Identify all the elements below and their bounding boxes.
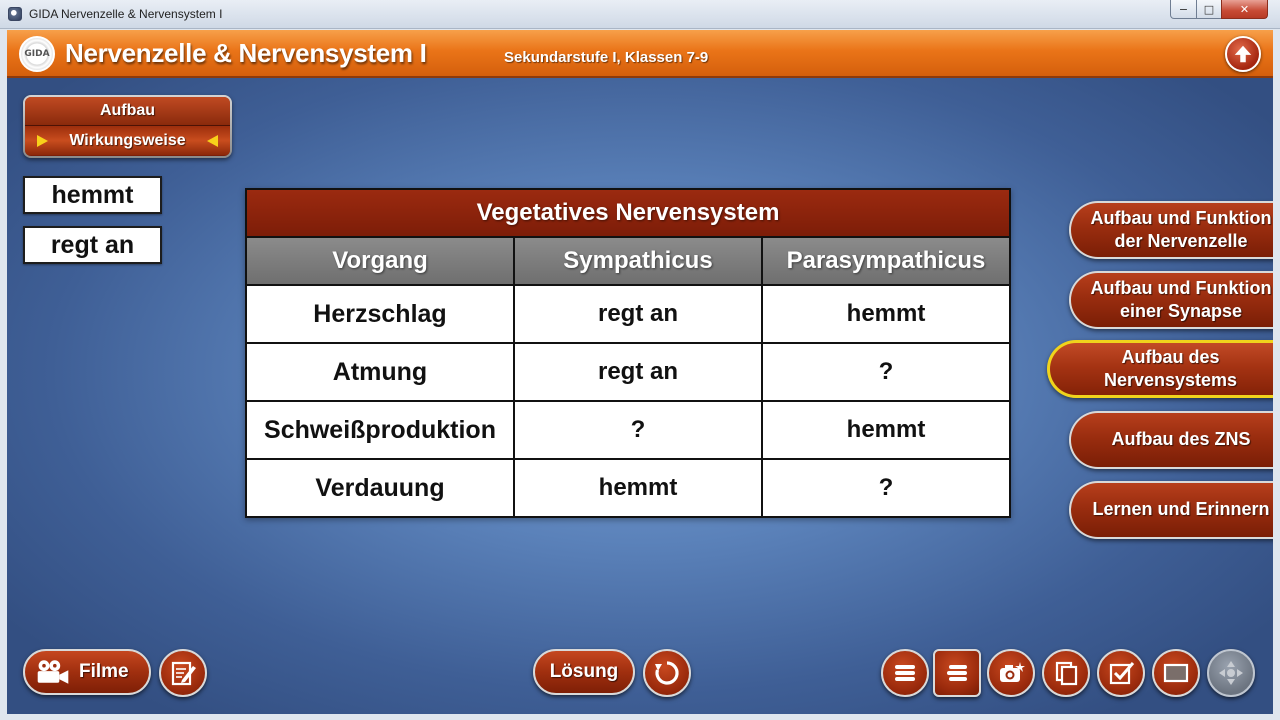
camera-icon — [996, 658, 1026, 688]
camera-button[interactable] — [987, 649, 1035, 697]
app-frame — [7, 30, 1273, 714]
answer-cell[interactable]: hemmt — [762, 401, 1010, 459]
loesung-button[interactable]: Lösung — [533, 649, 635, 695]
answer-cell[interactable]: ? — [762, 459, 1010, 517]
filme-button[interactable] — [23, 649, 151, 695]
table-row — [246, 285, 1010, 343]
column-header-parasympathicus: Parasympathicus — [762, 237, 1010, 285]
column-header-vorgang: Vorgang — [246, 237, 514, 285]
table-row — [246, 459, 1010, 517]
menu-item-nervenzelle[interactable]: Aufbau und Funktion der Nervenzelle — [1069, 201, 1273, 259]
vegetative-nervous-system-table — [245, 188, 1011, 518]
copy-icon — [1051, 658, 1081, 688]
checkbox-icon — [1106, 658, 1136, 688]
active-arrow-right-icon — [37, 135, 48, 147]
answer-cell[interactable]: hemmt — [514, 459, 762, 517]
process-cell: Verdauung — [246, 459, 514, 517]
answer-cell[interactable]: ? — [514, 401, 762, 459]
filme-label: Filme — [79, 661, 129, 682]
list-alt-button[interactable] — [933, 649, 981, 697]
answer-cell[interactable]: regt an — [514, 285, 762, 343]
answer-chip-hemmt[interactable]: hemmt — [23, 176, 162, 214]
window-title: GIDA Nervenzelle & Nervensystem I — [29, 7, 223, 21]
gida-logo: GIDA — [19, 36, 55, 72]
up-button[interactable] — [1225, 36, 1261, 72]
app-header — [7, 30, 1273, 78]
menu-item-lernen[interactable]: Lernen und Erinnern — [1069, 481, 1273, 539]
process-cell: Herzschlag — [246, 285, 514, 343]
process-cell: Schweißproduktion — [246, 401, 514, 459]
app-subtitle: Sekundarstufe I, Klassen 7-9 — [504, 49, 709, 66]
table-row — [246, 401, 1010, 459]
list-button[interactable] — [881, 649, 929, 697]
table-row — [246, 343, 1010, 401]
menu-item-synapse[interactable]: Aufbau und Funktion einer Synapse — [1069, 271, 1273, 329]
answer-cell[interactable]: hemmt — [762, 285, 1010, 343]
answer-cell[interactable]: ? — [762, 343, 1010, 401]
list-alt-icon — [942, 658, 972, 688]
dpad-icon — [1216, 658, 1246, 688]
process-cell: Atmung — [246, 343, 514, 401]
window-button[interactable] — [1152, 649, 1200, 697]
table-caption: Vegetatives Nervensystem — [246, 189, 1010, 237]
notepad-pencil-icon — [168, 658, 198, 688]
active-arrow-left-icon — [207, 135, 218, 147]
section-nav-label: Wirkungsweise — [69, 131, 186, 149]
minimize-button[interactable]: − — [1170, 0, 1197, 19]
arrow-up-icon — [1232, 43, 1254, 65]
menu-item-zns[interactable]: Aufbau des ZNS — [1069, 411, 1273, 469]
section-nav-label: Aufbau — [99, 102, 156, 119]
answer-cell[interactable]: regt an — [514, 343, 762, 401]
maximize-button[interactable]: □ — [1196, 0, 1222, 19]
section-nav — [23, 95, 232, 158]
reload-icon — [652, 658, 682, 688]
answer-chip-regt-an[interactable]: regt an — [23, 226, 162, 264]
film-camera-icon — [35, 658, 71, 686]
window-titlebar — [0, 0, 1280, 29]
menu-item-nervensystem[interactable]: Aufbau des Nervensystems — [1047, 340, 1273, 398]
list-icon — [890, 658, 920, 688]
app-title: Nervenzelle & Nervensystem I — [65, 38, 427, 68]
window-icon — [1161, 658, 1191, 688]
close-button[interactable]: ✕ — [1221, 0, 1268, 19]
section-nav-aufbau[interactable] — [25, 97, 230, 126]
reset-button[interactable] — [643, 649, 691, 697]
column-header-sympathicus: Sympathicus — [514, 237, 762, 285]
checklist-button[interactable] — [1097, 649, 1145, 697]
section-nav-wirkungsweise[interactable] — [25, 126, 230, 155]
dpad-button[interactable] — [1207, 649, 1255, 697]
copy-button[interactable] — [1042, 649, 1090, 697]
app-icon — [8, 7, 22, 21]
notes-button[interactable] — [159, 649, 207, 697]
